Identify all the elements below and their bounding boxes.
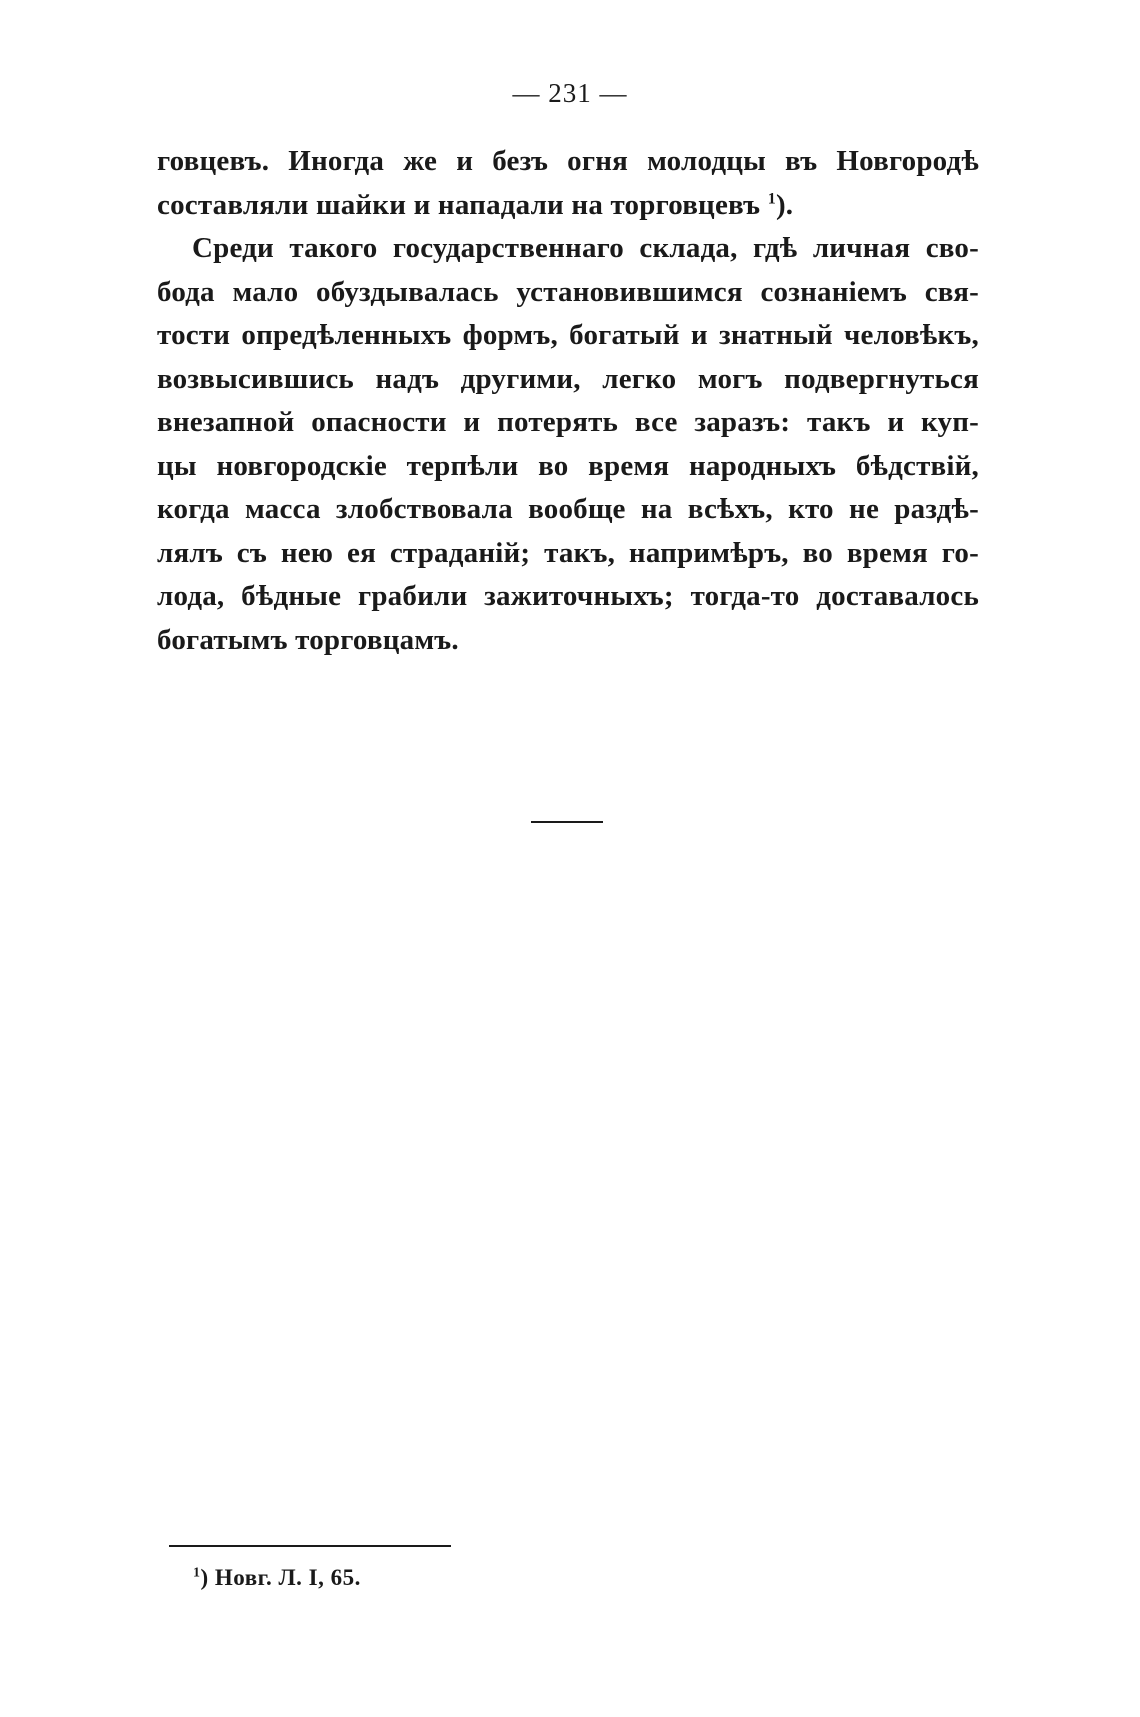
section-end-rule — [531, 821, 603, 823]
page-number: — 231 — — [512, 78, 628, 108]
text-line: возвысившись надъ другими, легко могъ подвергнуться — [157, 362, 979, 395]
text-line: внезапной опасности и потерять все заразъ: такъ и куп- — [157, 406, 979, 438]
text-line — [157, 184, 979, 228]
text-line: когда масса злобствовала вообще на всѣхъ, кто не раздѣ- — [157, 493, 979, 525]
footnote — [193, 1565, 361, 1591]
footnote-reference-close: ). — [775, 188, 794, 221]
text-line: цы новгородскіе терпѣли во время народныхъ бѣдствій, — [157, 449, 979, 482]
text-line: тости опредѣленныхъ формъ, богатый и знатный человѣкъ, — [157, 319, 979, 351]
footnote-text: ) Новг. Л. I, 65. — [200, 1565, 361, 1590]
body-text — [157, 140, 979, 662]
paragraph-2 — [157, 227, 979, 662]
text-line: лялъ съ нею ея страданій; такъ, напримѣръ, во время го- — [157, 536, 979, 569]
text-line: бода мало обуздывалась установившимся сознаніемъ свя- — [157, 275, 979, 308]
footnote-separator — [169, 1545, 451, 1547]
paragraph-1 — [157, 140, 979, 227]
text-line: богатымъ торговцамъ. — [157, 623, 459, 656]
footnote-marker: 1 — [193, 1565, 201, 1581]
text-line-content: составляли шайки и нападали на торговцевъ — [157, 188, 761, 221]
text-line: говцевъ. Иногда же и безъ огня молодцы въ Новгородѣ — [157, 145, 979, 177]
footnote-reference: 1 — [767, 189, 776, 207]
text-line: Среди такого государственнаго склада, гдѣ личная сво- — [192, 232, 979, 264]
text-line: лода, бѣдные грабили зажиточныхъ; тогда-то доставалось — [157, 580, 979, 612]
